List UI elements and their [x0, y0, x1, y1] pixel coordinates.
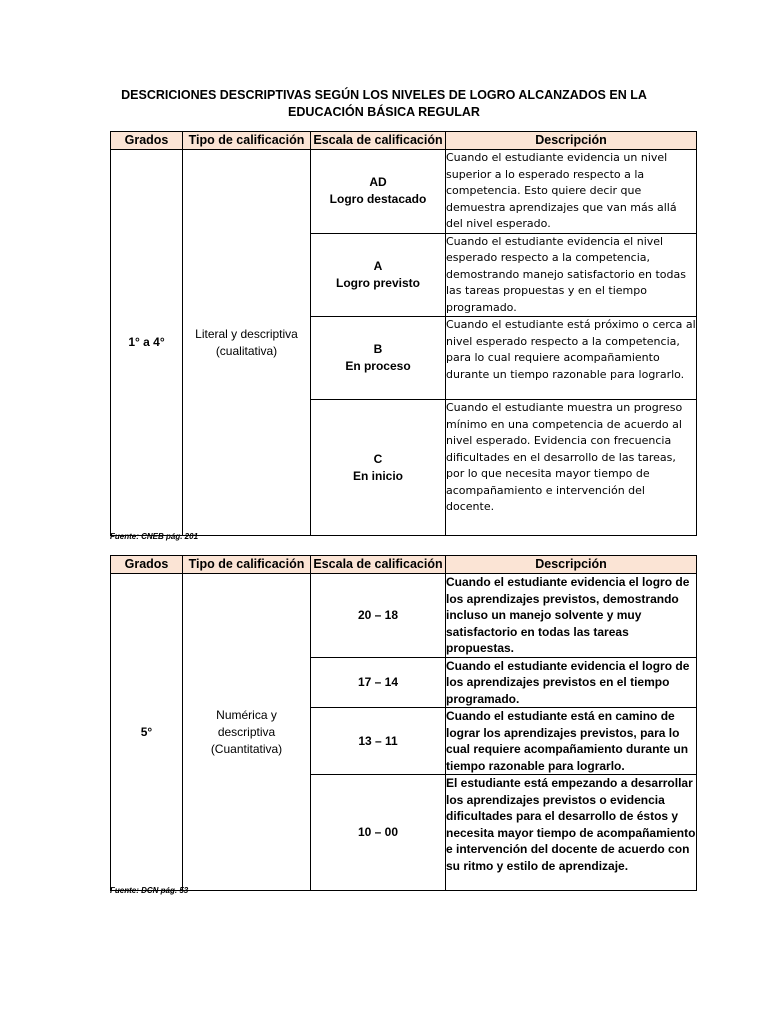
table-header-row — [111, 132, 697, 150]
header-escala: Escala de calificación — [311, 556, 446, 574]
escala-cell: 20 – 18 — [311, 574, 446, 658]
escala-cell: 10 – 00 — [311, 775, 446, 891]
escala-name: En inicio — [352, 468, 403, 483]
descripcion-cell: Cuando el estudiante evidencia un nivel superior a lo esperado respecto a la competencia. Esto quiere decir que demuestra aprendizajes que van más allá del nivel esperado. — [446, 150, 697, 234]
grado-cell: 5° — [111, 574, 183, 891]
escala-code: C — [373, 451, 383, 466]
table-row — [111, 574, 697, 658]
table-cualitativa — [110, 131, 697, 536]
escala-code: AD — [369, 175, 387, 190]
header-escala: Escala de calificación — [311, 132, 446, 150]
header-descripcion: Descripción — [446, 132, 697, 150]
descripcion-cell: Cuando el estudiante muestra un progreso mínimo en una competencia de acuerdo al nivel esperado. Evidencia con frecuencia dificultades en el desarrollo de las tareas, por lo que necesita mayor tiempo de acompañamiento e intervención del docente. — [446, 400, 697, 536]
escala-name: Logro previsto — [335, 275, 420, 290]
tipo-line: Numérica y — [216, 707, 277, 722]
escala-code: A — [373, 258, 383, 273]
table-cuantitativa — [110, 555, 697, 891]
title-line-2: EDUCACIÓN BÁSICA REGULAR — [288, 105, 480, 119]
grado-cell: 1° a 4° — [111, 150, 183, 536]
escala-cell — [311, 317, 446, 400]
source-note: Fuente: DCN pág. 53 — [110, 886, 189, 895]
tipo-line: (cualitativa) — [215, 343, 278, 358]
escala-cell — [311, 400, 446, 536]
tipo-line: descriptiva — [217, 724, 276, 739]
header-tipo: Tipo de calificación — [183, 556, 311, 574]
descripcion-cell: Cuando el estudiante está en camino de lograr los aprendizajes previstos, para lo cual requiere acompañamiento durante un tiempo razonable para lograrlo. — [446, 708, 697, 775]
source-note: Fuente: CNEB pág. 201 — [110, 532, 199, 541]
escala-cell — [311, 150, 446, 234]
tipo-cell — [183, 150, 311, 536]
escala-cell: 13 – 11 — [311, 708, 446, 775]
tipo-cell — [183, 574, 311, 891]
tipo-line: Literal y descriptiva — [195, 326, 298, 341]
descripcion-cell: Cuando el estudiante está próximo o cerca al nivel esperado respecto a la competencia, para lo cual requiere acompañamiento durante un tiempo razonable para lograrlo. — [446, 317, 697, 400]
escala-name: En proceso — [345, 359, 411, 373]
descripcion-cell: Cuando el estudiante evidencia el logro de los aprendizajes previstos, demostrando incluso un manejo solvente y muy satisfactorio en todas las tareas propuestas. — [446, 574, 697, 658]
title-line-1: DESCRICIONES DESCRIPTIVAS SEGÚN LOS NIVELES DE LOGRO ALCANZADOS EN LA — [121, 88, 647, 102]
descripcion-cell: Cuando el estudiante evidencia el nivel esperado respecto a la competencia, demostrando manejo satisfactorio en todas las tareas propuestas y en el tiempo programado. — [446, 233, 697, 317]
escala-name: Logro destacado — [329, 192, 427, 207]
header-tipo: Tipo de calificación — [183, 132, 311, 150]
table-header-row — [111, 556, 697, 574]
descripcion-cell: El estudiante está empezando a desarrollar los aprendizajes previstos o evidencia dificultades para el desarrollo de éstos y necesita mayor tiempo de acompañamiento e intervención del docente de acuerdo con su ritmo y estilo de aprendizaje. — [446, 775, 697, 891]
escala-code: B — [373, 342, 383, 356]
descripcion-cell: Cuando el estudiante evidencia el logro de los aprendizajes previstos en el tiempo programado. — [446, 657, 697, 708]
escala-cell — [311, 233, 446, 317]
escala-cell: 17 – 14 — [311, 657, 446, 708]
document-title — [110, 87, 658, 121]
header-descripcion: Descripción — [446, 556, 697, 574]
header-grados: Grados — [111, 132, 183, 150]
table-row — [111, 150, 697, 234]
header-grados: Grados — [111, 556, 183, 574]
tipo-line: (Cuantitativa) — [210, 741, 283, 756]
